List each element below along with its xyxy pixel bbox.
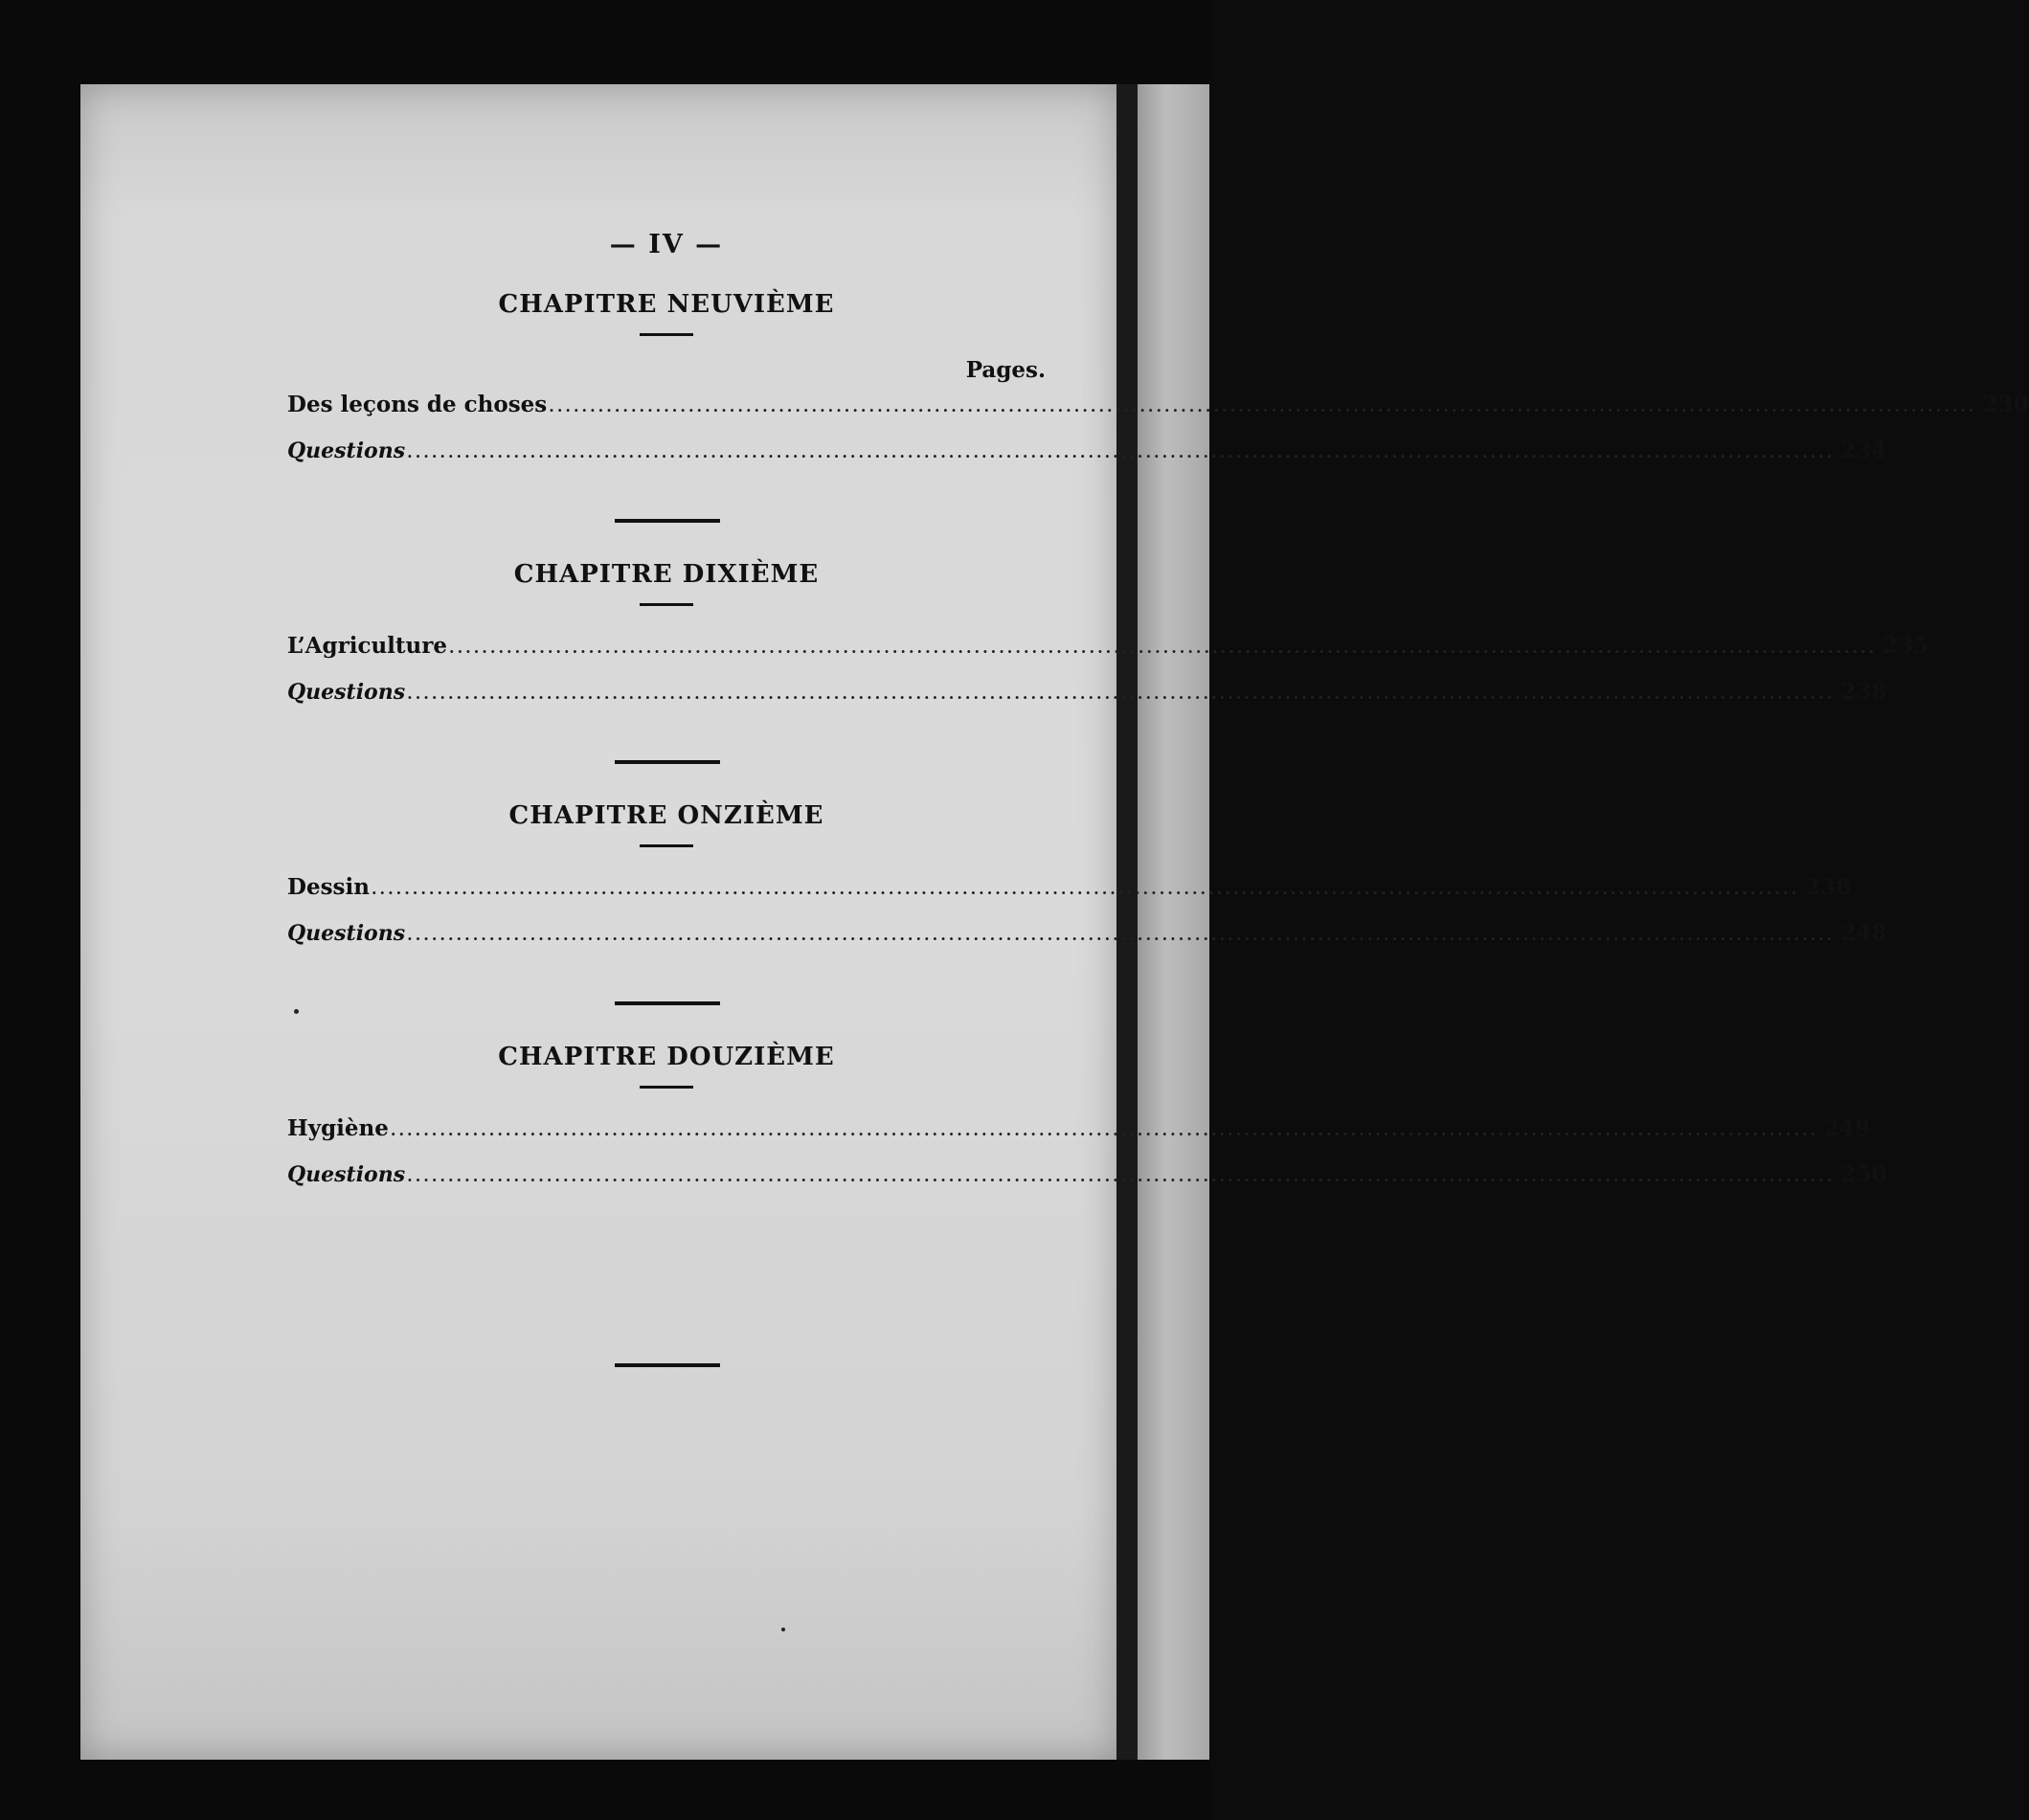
toc-entry[interactable]: [287, 910, 1887, 956]
leader-dots: ..............................................................................................................................................................................: [407, 685, 1836, 703]
toc-entry[interactable]: [287, 382, 2029, 428]
chapter-9: [287, 289, 2029, 474]
chapter-12: [287, 1042, 1887, 1198]
toc-entry[interactable]: [287, 428, 1887, 474]
entry-page: 238: [1805, 874, 1852, 900]
entry-title: Hygiène: [287, 1115, 389, 1141]
entry-title: Questions: [287, 680, 406, 705]
chapter-title: CHAPITRE ONZIÈME: [508, 801, 824, 830]
toc-entry[interactable]: [287, 1106, 1871, 1152]
chapter-divider: [640, 603, 693, 606]
leader-dots: ..............................................................................................................................................................................: [549, 397, 1977, 416]
scan-speck: [781, 1628, 785, 1631]
section-separator: [615, 519, 720, 523]
leader-dots: ..............................................................................................................................................................................: [407, 443, 1836, 461]
entry-title: Questions: [287, 921, 406, 946]
entry-page: 234: [1840, 438, 1887, 463]
chapter-divider: [640, 1086, 693, 1089]
entry-page: 249: [1824, 1115, 1871, 1141]
leader-dots: ..............................................................................................................................................................................: [407, 926, 1836, 944]
toc-entry[interactable]: [287, 865, 1852, 910]
entry-page: 250: [1840, 1161, 1887, 1187]
entry-page: 238: [1840, 679, 1887, 705]
chapter-10: [287, 559, 1929, 715]
entry-page: 235: [1882, 633, 1929, 659]
chapter-title: CHAPITRE DIXIÈME: [513, 560, 820, 589]
chapter-divider: [640, 844, 693, 847]
toc-entry[interactable]: [287, 669, 1887, 715]
section-separator: [615, 760, 720, 764]
toc-entry[interactable]: [287, 1152, 1887, 1198]
toc-entry[interactable]: [287, 623, 1929, 669]
chapter-divider: [640, 333, 693, 336]
entry-title: Questions: [287, 1162, 406, 1187]
chapter-title: CHAPITRE DOUZIÈME: [498, 1043, 835, 1071]
leader-dots: ..............................................................................................................................................................................: [407, 1167, 1836, 1185]
scan-speck: [294, 1009, 299, 1014]
page-number: — IV —: [609, 230, 724, 259]
entry-title: Dessin: [287, 874, 370, 900]
leader-dots: ..............................................................................................................................................................................: [390, 1121, 1819, 1139]
chapter-11: [287, 800, 1887, 956]
entry-page: 248: [1840, 920, 1887, 946]
chapter-title: CHAPITRE NEUVIÈME: [498, 290, 835, 319]
leader-dots: ..............................................................................................................................................................................: [449, 639, 1878, 657]
section-separator: [615, 1001, 720, 1005]
entry-title: L’Agriculture: [287, 633, 448, 659]
entry-title: Questions: [287, 438, 406, 463]
end-rule: [615, 1363, 720, 1367]
entry-page: 230: [1982, 392, 2029, 417]
entry-title: Des leçons de choses: [287, 392, 548, 417]
leader-dots: ..............................................................................................................................................................................: [371, 880, 1800, 898]
pages-column-header: Pages.: [965, 357, 1046, 383]
